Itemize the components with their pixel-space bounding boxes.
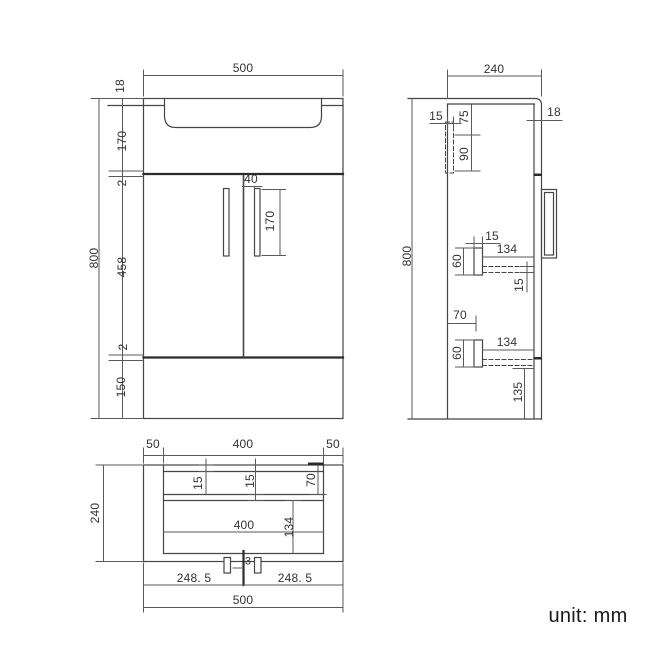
side-lower-bottom-dim: 135: [511, 381, 525, 403]
side-upper-shelf-front-dim: 15: [485, 229, 499, 243]
side-depth-dim: 240: [483, 62, 505, 76]
side-upper-shelf-thickness-dim: 15: [512, 278, 526, 292]
front-total-height-dim: 800: [87, 247, 101, 269]
front-gap-bottom-dim: 2: [116, 343, 130, 351]
plan-side-left-dim: 50: [146, 437, 160, 451]
plan-inner-width-dim: 400: [233, 518, 255, 532]
unit-note: unit: mm: [548, 605, 628, 627]
front-door-height-dim: 458: [115, 256, 129, 278]
plan-rail-offset-dim: 70: [304, 473, 318, 487]
plan-inner-depth-dim: 134: [282, 516, 296, 538]
plan-door-gap-dim: 3: [244, 555, 252, 568]
front-top-thickness-dim: 18: [113, 79, 127, 93]
front-width-dim: 500: [232, 61, 254, 75]
plan-inner-width-top-dim: 400: [232, 437, 254, 451]
front-handle-offset-dim: 40: [244, 172, 258, 186]
plan-side-right-dim: 50: [326, 437, 340, 451]
side-bracket-height-dim: 90: [457, 147, 471, 161]
side-lower-bracket-dim: 60: [450, 346, 464, 360]
side-door-thickness-dim: 18: [547, 105, 561, 119]
front-basin-height-dim: 170: [115, 130, 129, 152]
plan-back-thickness-dim: 15: [191, 476, 205, 490]
side-total-height-dim: 800: [400, 245, 414, 267]
side-lower-shelf-back-dim: 70: [453, 308, 467, 322]
plan-door-right-dim: 248. 5: [277, 571, 313, 585]
front-gap-top-dim: 2: [115, 179, 129, 187]
side-upper-bracket-dim: 60: [450, 254, 464, 268]
side-view-linework: [408, 99, 557, 420]
side-back-thickness-dim: 15: [429, 109, 443, 123]
plan-depth-dim: 240: [88, 502, 102, 524]
plan-door-left-dim: 248. 5: [176, 571, 212, 585]
front-view-dimension-lines: [91, 70, 343, 419]
side-bracket-top-offset-dim: 75: [457, 110, 471, 124]
plan-rail-thickness-dim: 15: [243, 474, 257, 488]
front-view-linework: [108, 99, 343, 419]
front-handle-length-dim: 170: [263, 210, 277, 232]
front-plinth-height-dim: 150: [114, 376, 128, 398]
side-lower-shelf-span-dim: 134: [496, 335, 518, 349]
side-upper-shelf-span-dim: 134: [496, 242, 518, 256]
plan-total-width-dim: 500: [232, 593, 254, 607]
